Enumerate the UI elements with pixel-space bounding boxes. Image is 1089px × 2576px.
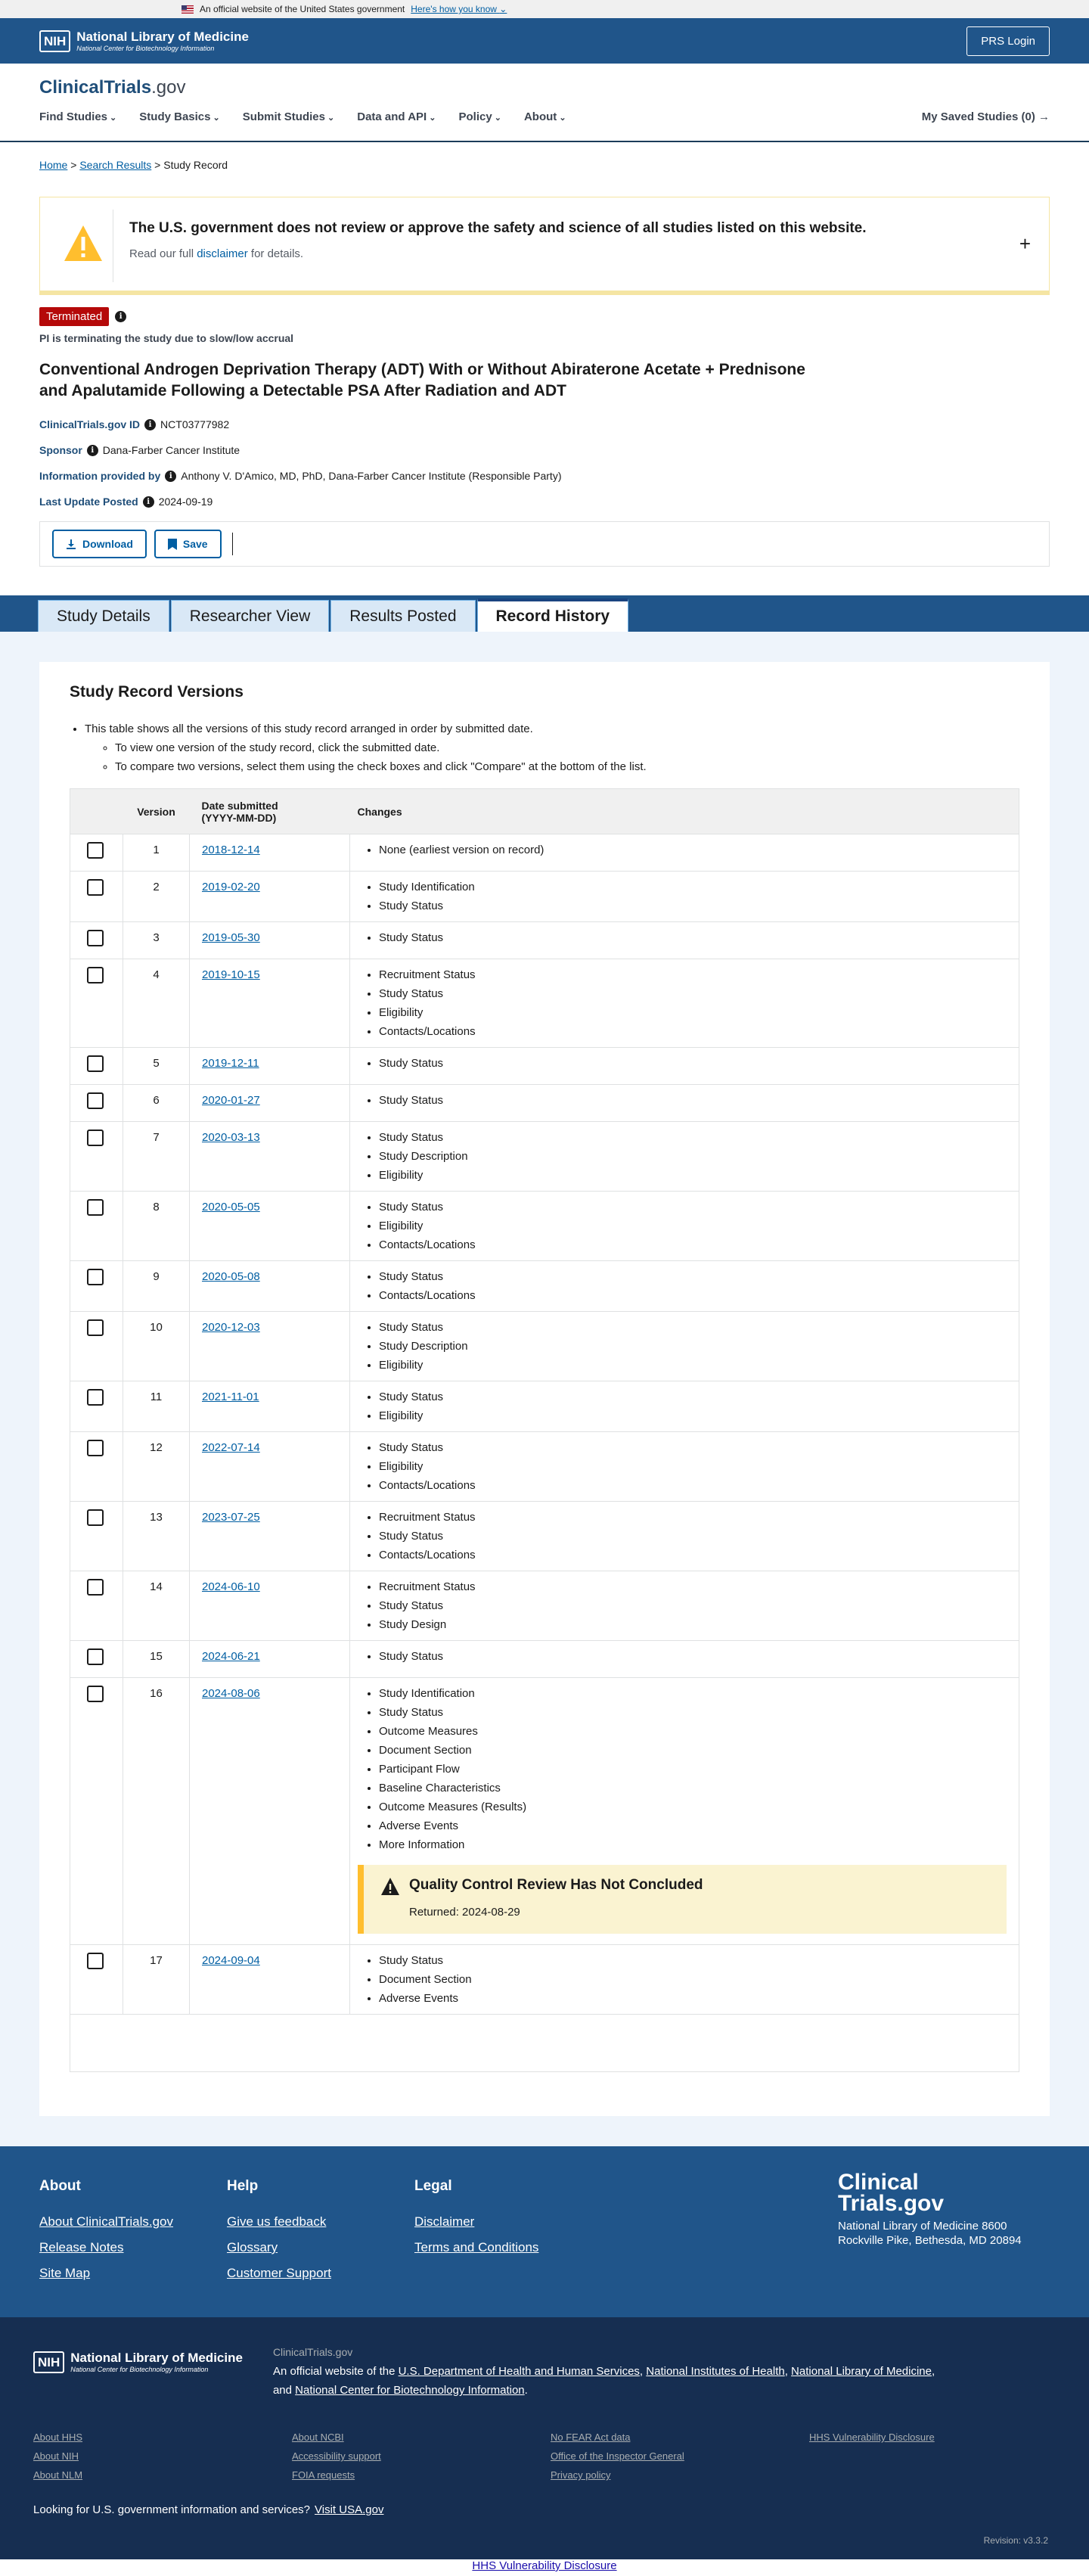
version-checkbox[interactable] [87,1440,104,1456]
nav-policy[interactable]: Policy ⌄ [459,110,501,123]
change-item: • Study Status [379,984,1011,1003]
col-changes: Changes [350,789,1019,834]
change-item: • Contacts/Locations [379,1235,1011,1254]
version-date-link[interactable]: 2018-12-14 [202,844,260,856]
change-item: • Outcome Measures (Results) [379,1798,1011,1816]
footer-link-foia[interactable]: FOIA requests [292,2469,355,2481]
version-changes [350,1571,1019,1641]
breadcrumb-search-results[interactable]: Search Results [79,159,152,171]
gov-banner [0,0,1089,18]
footer-top [0,2146,1089,2317]
version-date-link[interactable]: 2019-12-11 [202,1057,259,1070]
qc-alert-title: Quality Control Review Has Not Concluded [409,1877,703,1893]
version-date-link[interactable]: 2022-07-14 [202,1441,260,1454]
version-date-link[interactable]: 2020-03-13 [202,1131,260,1144]
col-date: Date submitted (YYYY-MM-DD) [190,789,350,834]
version-select-cell [70,959,123,1048]
version-date-link[interactable]: 2019-10-15 [202,968,260,981]
col-version: Version [123,789,190,834]
change-item: • Contacts/Locations [379,1476,1011,1495]
footer-link-release-notes[interactable]: Release Notes [39,2240,124,2254]
footer-legal-title: Legal [414,2178,452,2194]
version-date-cell [190,1261,350,1312]
version-number: 10 [123,1312,190,1381]
change-item: • Eligibility [379,1406,1011,1425]
version-select-cell [70,1945,123,2015]
change-item: • Document Section [379,1741,1011,1760]
change-item: • Baseline Characteristics [379,1779,1011,1798]
footer-link-accessibility[interactable]: Accessibility support [292,2450,381,2462]
version-changes [350,872,1019,922]
footer-link-site-map[interactable]: Site Map [39,2266,91,2280]
last-update-label: Last Update Posted [39,496,138,508]
nlm-title: National Library of Medicine [76,30,249,44]
info-icon[interactable]: i [144,419,156,430]
change-item: • Contacts/Locations [379,1022,1011,1041]
footer-address: National Library of Medicine 8600 Rockville Pike, Bethesda, MD 20894 [838,2220,1022,2247]
version-changes [350,1502,1019,1571]
version-row [70,1641,1019,1678]
footer-link-hhs[interactable]: U.S. Department of Health and Human Services [398,2365,640,2378]
footer-brand [838,2172,1027,2248]
version-date-link[interactable]: 2024-06-10 [202,1580,260,1593]
version-date-cell [190,1048,350,1085]
record-history-section [0,632,1089,2146]
hhs-vulnerability-link[interactable]: HHS Vulnerability Disclosure [472,2559,617,2572]
change-item: • Study Status [379,1318,1011,1337]
version-row [70,1122,1019,1192]
info-icon[interactable]: i [115,311,126,322]
change-item: • Participant Flow [379,1760,1011,1779]
change-item: • Study Status [379,1647,1011,1666]
expand-notice-button[interactable]: + [1019,232,1031,255]
version-row [70,1192,1019,1261]
change-item: • Study Status [379,1596,1011,1615]
status-row [0,307,1089,326]
version-checkbox[interactable] [87,1130,104,1146]
version-checkbox[interactable] [87,879,104,896]
version-select-cell [70,1122,123,1192]
version-select-cell [70,1381,123,1432]
version-row [70,959,1019,1048]
version-date-cell [190,872,350,922]
breadcrumb: Home > Search Results > Study Record [39,159,228,171]
version-number: 12 [123,1432,190,1502]
bookmark-icon [168,539,177,550]
change-item: • Study Status [379,1527,1011,1546]
version-changes [350,1678,1019,1945]
version-checkbox[interactable] [87,1269,104,1285]
version-number: 2 [123,872,190,922]
qc-alert [358,1865,1007,1934]
notice-text: Read our full disclaimer for details. [129,247,304,260]
footer-link-ncbi[interactable]: National Center for Biotechnology Information [295,2384,525,2397]
version-number: 1 [123,834,190,872]
version-changes [350,1641,1019,1678]
version-date-cell [190,1312,350,1381]
prs-login-button[interactable]: PRS Login [966,26,1050,56]
version-row [70,922,1019,959]
footer-link-glossary[interactable]: Glossary [227,2240,278,2254]
download-button[interactable]: Download [52,530,147,558]
col-select [70,789,123,834]
version-checkbox[interactable] [87,1953,104,1969]
change-item: • Study Description [379,1337,1011,1356]
change-item: • Study Status [379,1054,1011,1073]
footer-link-about-nlm[interactable]: About NLM [33,2469,83,2481]
version-date-link[interactable]: 2020-01-27 [202,1094,260,1107]
version-checkbox[interactable] [87,1686,104,1702]
last-update-value: 2024-09-19 [158,496,213,508]
version-changes [350,1312,1019,1381]
version-row [70,1381,1019,1432]
version-select-cell [70,1678,123,1945]
version-date-link[interactable]: 2021-11-01 [202,1391,259,1403]
my-saved-studies-link[interactable]: My Saved Studies (0) → [921,110,1050,123]
footer-link-about-hhs[interactable]: About HHS [33,2432,83,2443]
footer-link-support[interactable]: Customer Support [227,2266,331,2280]
change-item: • Eligibility [379,1356,1011,1375]
footer-about-title: About [39,2178,81,2194]
change-item: • Eligibility [379,1003,1011,1022]
version-changes [350,1381,1019,1432]
sponsor-label: Sponsor [39,444,82,456]
change-item: • Recruitment Status [379,965,1011,984]
nav-find-studies[interactable]: Find Studies ⌄ [39,110,116,123]
change-item: • Study Status [379,1951,1011,1970]
study-meta [0,418,1089,508]
version-row [70,1678,1019,1945]
footer-link-terms[interactable]: Terms and Conditions [414,2240,539,2254]
sponsor-value: Dana-Farber Cancer Institute [102,444,240,456]
breadcrumb-current: Study Record [163,159,228,171]
version-number: 6 [123,1085,190,1122]
version-row [70,1048,1019,1085]
version-checkbox[interactable] [87,842,104,859]
nav-submit-studies[interactable]: Submit Studies ⌄ [243,110,334,123]
change-item: • Study Status [379,1267,1011,1286]
change-item: • Study Identification [379,1684,1011,1703]
version-changes [350,1122,1019,1192]
download-icon [66,539,76,549]
version-date-cell [190,1641,350,1678]
version-date-link[interactable]: 2020-05-05 [202,1201,260,1213]
site-nav [0,64,1089,142]
version-number: 13 [123,1502,190,1571]
footer-link-nlm[interactable]: National Library of Medicine [791,2365,932,2378]
version-date-cell [190,1085,350,1122]
revision-label: Revision: v3.3.2 [983,2535,1048,2546]
version-select-cell [70,922,123,959]
info-provided-value: Anthony V. D'Amico, MD, PhD, Dana-Farber Cancer Institute (Responsible Party) [181,470,562,482]
nlm-logo[interactable] [39,30,249,52]
change-item: • Study Status [379,1128,1011,1147]
save-button[interactable]: Save [154,530,222,558]
version-row [70,1261,1019,1312]
tab-record-history[interactable]: Record History [477,598,629,632]
version-checkbox[interactable] [87,1055,104,1072]
tab-results-posted[interactable]: Results Posted [330,600,475,632]
version-number: 16 [123,1678,190,1945]
footer-link-disclaimer[interactable]: Disclaimer [414,2214,475,2229]
nav-about[interactable]: About ⌄ [524,110,566,123]
version-changes [350,1192,1019,1261]
table-footer-row [70,2015,1019,2072]
nct-id-label: ClinicalTrials.gov ID [39,418,141,430]
version-date-cell [190,1381,350,1432]
change-item: • Adverse Events [379,1816,1011,1835]
version-changes [350,1261,1019,1312]
version-number: 15 [123,1641,190,1678]
version-number: 17 [123,1945,190,2015]
footer-bottom-links [33,2432,1056,2481]
version-date-cell [190,922,350,959]
version-checkbox[interactable] [87,1648,104,1665]
change-item: • Study Status [379,1438,1011,1457]
version-row [70,1432,1019,1502]
version-date-link[interactable]: 2020-05-08 [202,1270,260,1283]
version-date-link[interactable]: 2019-05-30 [202,931,260,944]
change-item: • Study Status [379,1091,1011,1110]
footer-help-title: Help [227,2178,259,2194]
version-date-cell [190,1122,350,1192]
version-checkbox[interactable] [87,1319,104,1336]
change-item: • Recruitment Status [379,1577,1011,1596]
version-checkbox[interactable] [87,1092,104,1109]
versions-table [70,788,1019,2072]
version-date-link[interactable]: 2023-07-25 [202,1511,260,1524]
change-item: • Contacts/Locations [379,1286,1011,1305]
status-badge: Terminated [39,307,109,326]
version-date-cell [190,1571,350,1641]
change-item: • Study Status [379,1387,1011,1406]
version-changes [350,1432,1019,1502]
notice-title: The U.S. government does not review or approve the safety and science of all studies listed on this website. [129,220,867,236]
tab-study-details[interactable]: Study Details [38,600,169,632]
versions-intro: • This table shows all the versions of this study record arranged in order by submitted date. ◦ To view one version of the study record, click the submitted date. ◦ To compare two versions, select them using the check boxes and click "Compare" at the bottom of the list. [70,719,1019,776]
version-row [70,834,1019,872]
version-date-link[interactable]: 2020-12-03 [202,1321,260,1334]
footer-logo[interactable]: Clinical Trials.gov [838,2170,945,2216]
footer-link-hhs-vuln[interactable]: HHS Vulnerability Disclosure [809,2432,935,2443]
version-changes [350,1085,1019,1122]
version-date-cell [190,1678,350,1945]
main-menu [39,110,566,123]
disclaimer-notice [39,197,1050,295]
info-icon[interactable]: i [87,445,98,456]
footer-link-no-fear[interactable]: No FEAR Act data [551,2432,631,2443]
version-number: 3 [123,922,190,959]
change-item: • Study Status [379,896,1011,915]
version-select-cell [70,1432,123,1502]
change-item: • Eligibility [379,1166,1011,1185]
record-tabs [0,595,1089,632]
footer-nlm-logo[interactable]: NIH National Library of Medicine National Center for Biotechnology Information [33,2343,243,2381]
disclaimer-link[interactable]: disclaimer [197,247,248,260]
nih-header [0,18,1089,64]
versions-title: Study Record Versions [70,683,244,701]
warning-icon [63,223,104,264]
clinicaltrials-logo[interactable]: ClinicalTrials.gov [39,77,186,98]
version-number: 4 [123,959,190,1048]
version-select-cell [70,1502,123,1571]
footer-site-name: ClinicalTrials.gov [272,2346,353,2358]
change-item: • Study Status [379,1703,1011,1722]
qc-alert-returned: Returned: 2024-08-29 [409,1906,520,1919]
change-item: • Study Status [379,928,1011,947]
footer-link-about-ncbi[interactable]: About NCBI [292,2432,344,2443]
info-icon[interactable]: i [143,496,154,508]
version-changes [350,834,1019,872]
version-checkbox[interactable] [87,1509,104,1526]
version-date-cell [190,1432,350,1502]
change-item: • Recruitment Status [379,1508,1011,1527]
heres-how-you-know-link[interactable]: Here's how you know ⌄ [411,4,507,14]
version-number: 14 [123,1571,190,1641]
version-select-cell [70,1571,123,1641]
nav-study-basics[interactable]: Study Basics ⌄ [139,110,220,123]
version-select-cell [70,834,123,872]
change-item: • Eligibility [379,1457,1011,1476]
info-icon[interactable]: i [165,471,176,482]
breadcrumb-home[interactable]: Home [39,159,68,171]
nih-badge: NIH [39,30,70,52]
footer-link-oig[interactable]: Office of the Inspector General [551,2450,684,2462]
version-checkbox[interactable] [87,967,104,983]
chevron-down-icon: ⌄ [499,4,507,14]
change-item: • Adverse Events [379,1989,1011,2008]
change-item: • More Information [379,1835,1011,1854]
version-select-cell [70,1048,123,1085]
footer-link-privacy[interactable]: Privacy policy [551,2469,611,2481]
version-number: 8 [123,1192,190,1261]
version-date-link[interactable]: 2024-06-21 [202,1650,260,1663]
version-select-cell [70,1312,123,1381]
version-checkbox[interactable] [87,1199,104,1216]
footer-link-about-nih[interactable]: About NIH [33,2450,79,2462]
version-changes [350,1048,1019,1085]
version-row [70,1312,1019,1381]
change-item: • Study Description [379,1147,1011,1166]
version-select-cell [70,1261,123,1312]
footer-official: ClinicalTrials.gov An official website of the U.S. Department of Health and Human Services, National Institutes of Health, National Library of Medicine, and National Center for Biotechnology Information. [273,2343,935,2400]
version-number: 9 [123,1261,190,1312]
version-date-cell [190,959,350,1048]
version-date-cell [190,834,350,872]
info-provided-label: Information provided by [39,470,161,482]
version-date-link[interactable]: 2024-09-04 [202,1954,260,1967]
change-item: • Study Identification [379,878,1011,896]
action-bar [39,521,1050,567]
version-row [70,1571,1019,1641]
version-select-cell [70,1641,123,1678]
version-select-cell [70,872,123,922]
version-select-cell [70,1192,123,1261]
visit-usa-gov-link[interactable]: Visit USA.gov [315,2503,384,2516]
version-number: 5 [123,1048,190,1085]
version-number: 7 [123,1122,190,1192]
gov-banner-text: An official website of the United States government [200,4,405,14]
nct-id-value: NCT03777982 [160,418,230,430]
usa-gov-line: Looking for U.S. government information and services? Visit USA.gov [33,2503,384,2516]
version-select-cell [70,1085,123,1122]
change-item: • Study Status [379,1198,1011,1217]
nav-data-and-api[interactable]: Data and API ⌄ [357,110,436,123]
version-row [70,1085,1019,1122]
version-date-cell [190,1945,350,2015]
version-changes [350,1945,1019,2015]
footer-link-about-ct[interactable]: About ClinicalTrials.gov [39,2214,173,2229]
footer-bottom [0,2317,1089,2559]
version-date-link[interactable]: 2019-02-20 [202,881,260,893]
why-stopped: PI is terminating the study due to slow/low accrual [39,332,294,344]
version-checkbox[interactable] [87,1579,104,1596]
footer-link-feedback[interactable]: Give us feedback [227,2214,327,2229]
versions-panel [39,662,1050,2116]
change-item: • Contacts/Locations [379,1546,1011,1565]
change-item: • Document Section [379,1970,1011,1989]
version-row [70,1502,1019,1571]
change-item: • Outcome Measures [379,1722,1011,1741]
tab-researcher-view[interactable]: Researcher View [171,600,330,632]
version-date-cell [190,1192,350,1261]
warning-icon [380,1877,400,1897]
version-row [70,1945,1019,2015]
version-changes [350,922,1019,959]
change-item: • None (earliest version on record) [379,841,1011,859]
us-flag-icon [182,5,194,14]
version-changes [350,959,1019,1048]
study-title: Conventional Androgen Deprivation Therapy (ADT) With or Without Abiraterone Acetate + Prednisone and Apalutamide Following a Detectable PSA After Radiation and ADT [39,361,805,399]
footer-link-nih[interactable]: National Institutes of Health [646,2365,785,2378]
version-checkbox[interactable] [87,1389,104,1406]
ncbi-subtitle: National Center for Biotechnology Information [76,45,215,52]
change-item: • Study Design [379,1615,1011,1634]
change-item: • Eligibility [379,1217,1011,1235]
version-date-cell [190,1502,350,1571]
version-date-link[interactable]: 2024-08-06 [202,1687,260,1700]
version-row [70,872,1019,922]
version-checkbox[interactable] [87,930,104,946]
version-number: 11 [123,1381,190,1432]
